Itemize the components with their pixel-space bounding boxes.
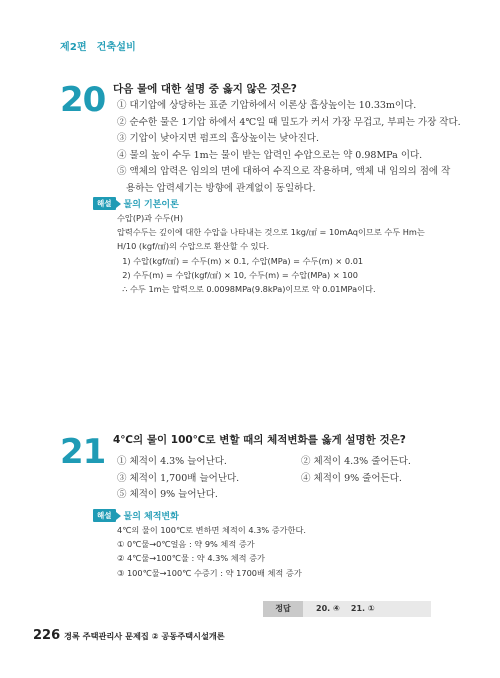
solution-21-tag (93, 509, 179, 522)
option: ④ 체적이 9% 줄어든다. (301, 472, 402, 484)
option: ② 체적이 4.3% 줄어든다. (301, 456, 411, 467)
solution-line: ② 4℃물→100℃물 : 약 4.3% 체적 증가 (117, 553, 265, 564)
arrow-right-icon (116, 200, 121, 208)
solution-line: 수압(P)과 수두(H) (117, 213, 184, 223)
question-21-title: 4℃의 물이 100℃로 변할 때의 체적변화를 옳게 설명한 것은? (113, 434, 406, 446)
arrow-right-icon (116, 512, 121, 520)
option: ③ 체적이 1,700배 늘어난다. (117, 472, 240, 484)
option: 용하는 압력세기는 방향에 관계없이 동일하다. (117, 182, 316, 194)
solution-title: 물의 기본이론 (123, 200, 179, 210)
option: ⑤ 액체의 압력은 임의의 면에 대하여 수직으로 작용하며, 액체 내 임의의 점에 작 (117, 166, 451, 177)
page-number: 226 (33, 628, 61, 643)
question-20-options (117, 98, 461, 197)
solution-line: 압력수두는 깊이에 대한 수압을 나타내는 것으로 1kg/㎠ = 10mAq이므로 수두 Hm는 (117, 227, 425, 238)
solution-line: ① 0℃물→0℃얼음 : 약 9% 체적 증가 (117, 539, 255, 550)
question-21-options-left (117, 454, 239, 504)
option: ① 체적이 4.3% 늘어난다. (117, 456, 227, 467)
solution-title: 물의 체적변화 (123, 512, 179, 522)
question-20-number: 20 (60, 80, 106, 120)
option: ③ 기압이 낮아지면 펌프의 흡상높이는 낮아진다. (117, 133, 319, 144)
answer-label: 정답 (263, 601, 303, 617)
solution-line: ∴ 수두 1m는 압력으로 0.0098MPa(9.8kPa)이므로 약 0.01MPa이다. (117, 284, 376, 295)
option: ① 대기압에 상당하는 표준 기압하에서 이론상 흡상높이는 10.33m이다. (117, 100, 417, 111)
solution-line: ③ 100℃물→100℃ 수증기 : 약 1700배 체적 증가 (117, 567, 302, 578)
header-part: 제2편 (60, 42, 87, 53)
question-21-options-right (301, 454, 411, 487)
header-title: 건축설비 (96, 42, 137, 53)
running-header (60, 38, 136, 53)
solution-line: 2) 수두(m) = 수압(kgf/㎠) × 10, 수두(m) = 수압(MPa) × 100 (117, 269, 358, 280)
option: ④ 물의 높이 수두 1m는 물이 받는 압력인 수압으로는 약 0.98MPa 이다. (117, 149, 423, 161)
option: ② 순수한 물은 1기압 하에서 4℃일 때 밀도가 커서 가장 무겁고, 부피는 가장 작다. (117, 116, 461, 128)
solution-20-tag (93, 197, 179, 210)
solution-badge: 해설 (93, 509, 116, 522)
footer-book-title: 경록 주택관리사 문제집 ② 공동주택시설개론 (64, 631, 225, 641)
option: ⑤ 체적이 9% 늘어난다. (117, 489, 218, 500)
solution-line: 4℃의 물이 100℃로 변하면 체적이 4.3% 증가한다. (117, 525, 306, 535)
solution-21-text (117, 523, 306, 580)
question-21-number: 21 (60, 432, 106, 472)
solution-20-text (117, 211, 425, 296)
solution-line: 1) 수압(kgf/㎠) = 수두(m) × 0.1, 수압(MPa) = 수두(m) × 0.01 (117, 255, 364, 266)
question-20-title: 다음 물에 대한 설명 중 옳지 않은 것은? (113, 83, 297, 95)
answer-values: 20. ④ 21. ① (316, 604, 375, 613)
solution-line: H/10 (kgf/㎠)의 수압으로 환산할 수 있다. (117, 241, 270, 252)
solution-badge: 해설 (93, 197, 116, 210)
